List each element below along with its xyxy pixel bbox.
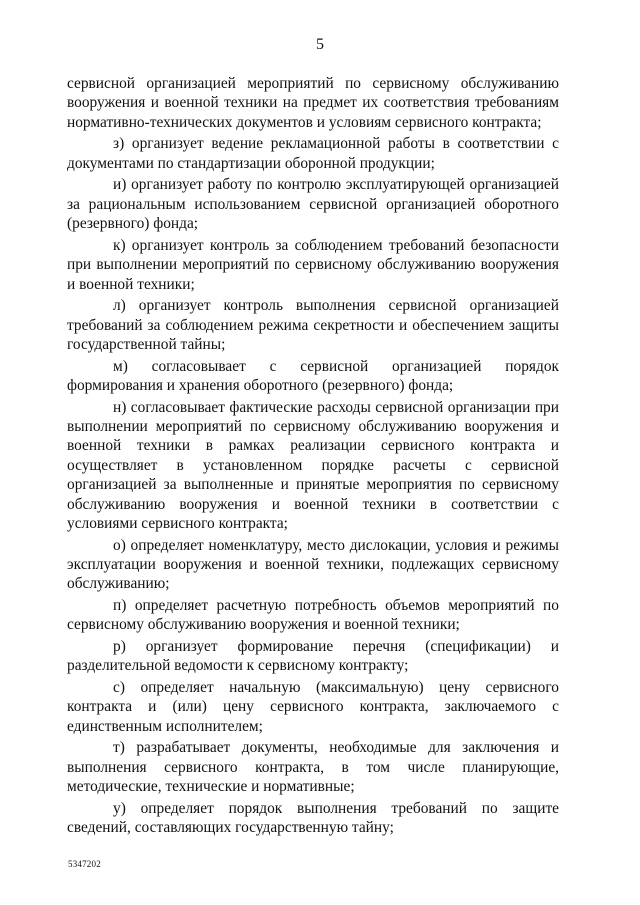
paragraph-item-s: с) определяет начальную (максимальную) цену сервисного контракта и (или) цену сервисного контракта, заключаемого с единственным исполнителем; <box>67 679 559 735</box>
paragraph-item-i: и) организует работу по контролю эксплуатирующей организацией за рациональным использованием сервисной организацией оборотного (резервного) фонда; <box>67 176 559 233</box>
paragraph-item-t: т) разрабатывает документы, необходимые для заключения и выполнения сервисного контракта, в том числе планирующие, методические, технические и нормативные; <box>67 739 559 796</box>
document-body <box>67 74 559 840</box>
paragraph-item-m: м) согласовывает с сервисной организацией порядок формирования и хранения оборотного (резервного) фонда; <box>67 357 559 395</box>
paragraph-continuation: сервисной организацией мероприятий по сервисному обслуживанию вооружения и военной техники на предмет их соответствия требованиям нормативно-технических документов и условиям сервисного контракта; <box>67 75 559 131</box>
paragraph-item-z: з) организует ведение рекламационной работы в соответствии с документами по стандартизации оборонной продукции; <box>67 135 559 172</box>
paragraph-item-r: р) организует формирование перечня (спецификации) и разделительной ведомости к сервисному контракту; <box>67 638 559 675</box>
paragraph-item-p: п) определяет расчетную потребность объемов мероприятий по сервисному обслуживанию вооружения и военной техники; <box>67 597 559 634</box>
page-number: 5 <box>316 36 324 53</box>
document-code: 5347202 <box>68 859 101 869</box>
paragraph-item-l: л) организует контроль выполнения сервисной организацией требований за соблюдением режима секретности и обеспечением защиты государственной тайны; <box>67 297 559 354</box>
paragraph-item-o: о) определяет номенклатуру, место дислокации, условия и режимы эксплуатации вооружения и военной техники, подлежащих сервисному обслуживанию; <box>67 536 559 593</box>
paragraph-item-n: н) согласовывает фактические расходы сервисной организации при выполнении мероприятий по сервисному обслуживанию вооружения и военной техники в рамках реализации сервисного контракта и осуществляет в установленном порядке расчеты с сервисной организацией за выполненные и принятые мероприятия по сервисному обслуживанию вооружения и военной техники в соответствии с условиями сервисного контракта; <box>67 398 559 533</box>
paragraph-item-u: у) определяет порядок выполнения требований по защите сведений, составляющих государственную тайну; <box>67 799 559 837</box>
paragraph-item-k: к) организует контроль за соблюдением требований безопасности при выполнении мероприятий по сервисному обслуживанию вооружения и военной техники; <box>67 236 559 293</box>
